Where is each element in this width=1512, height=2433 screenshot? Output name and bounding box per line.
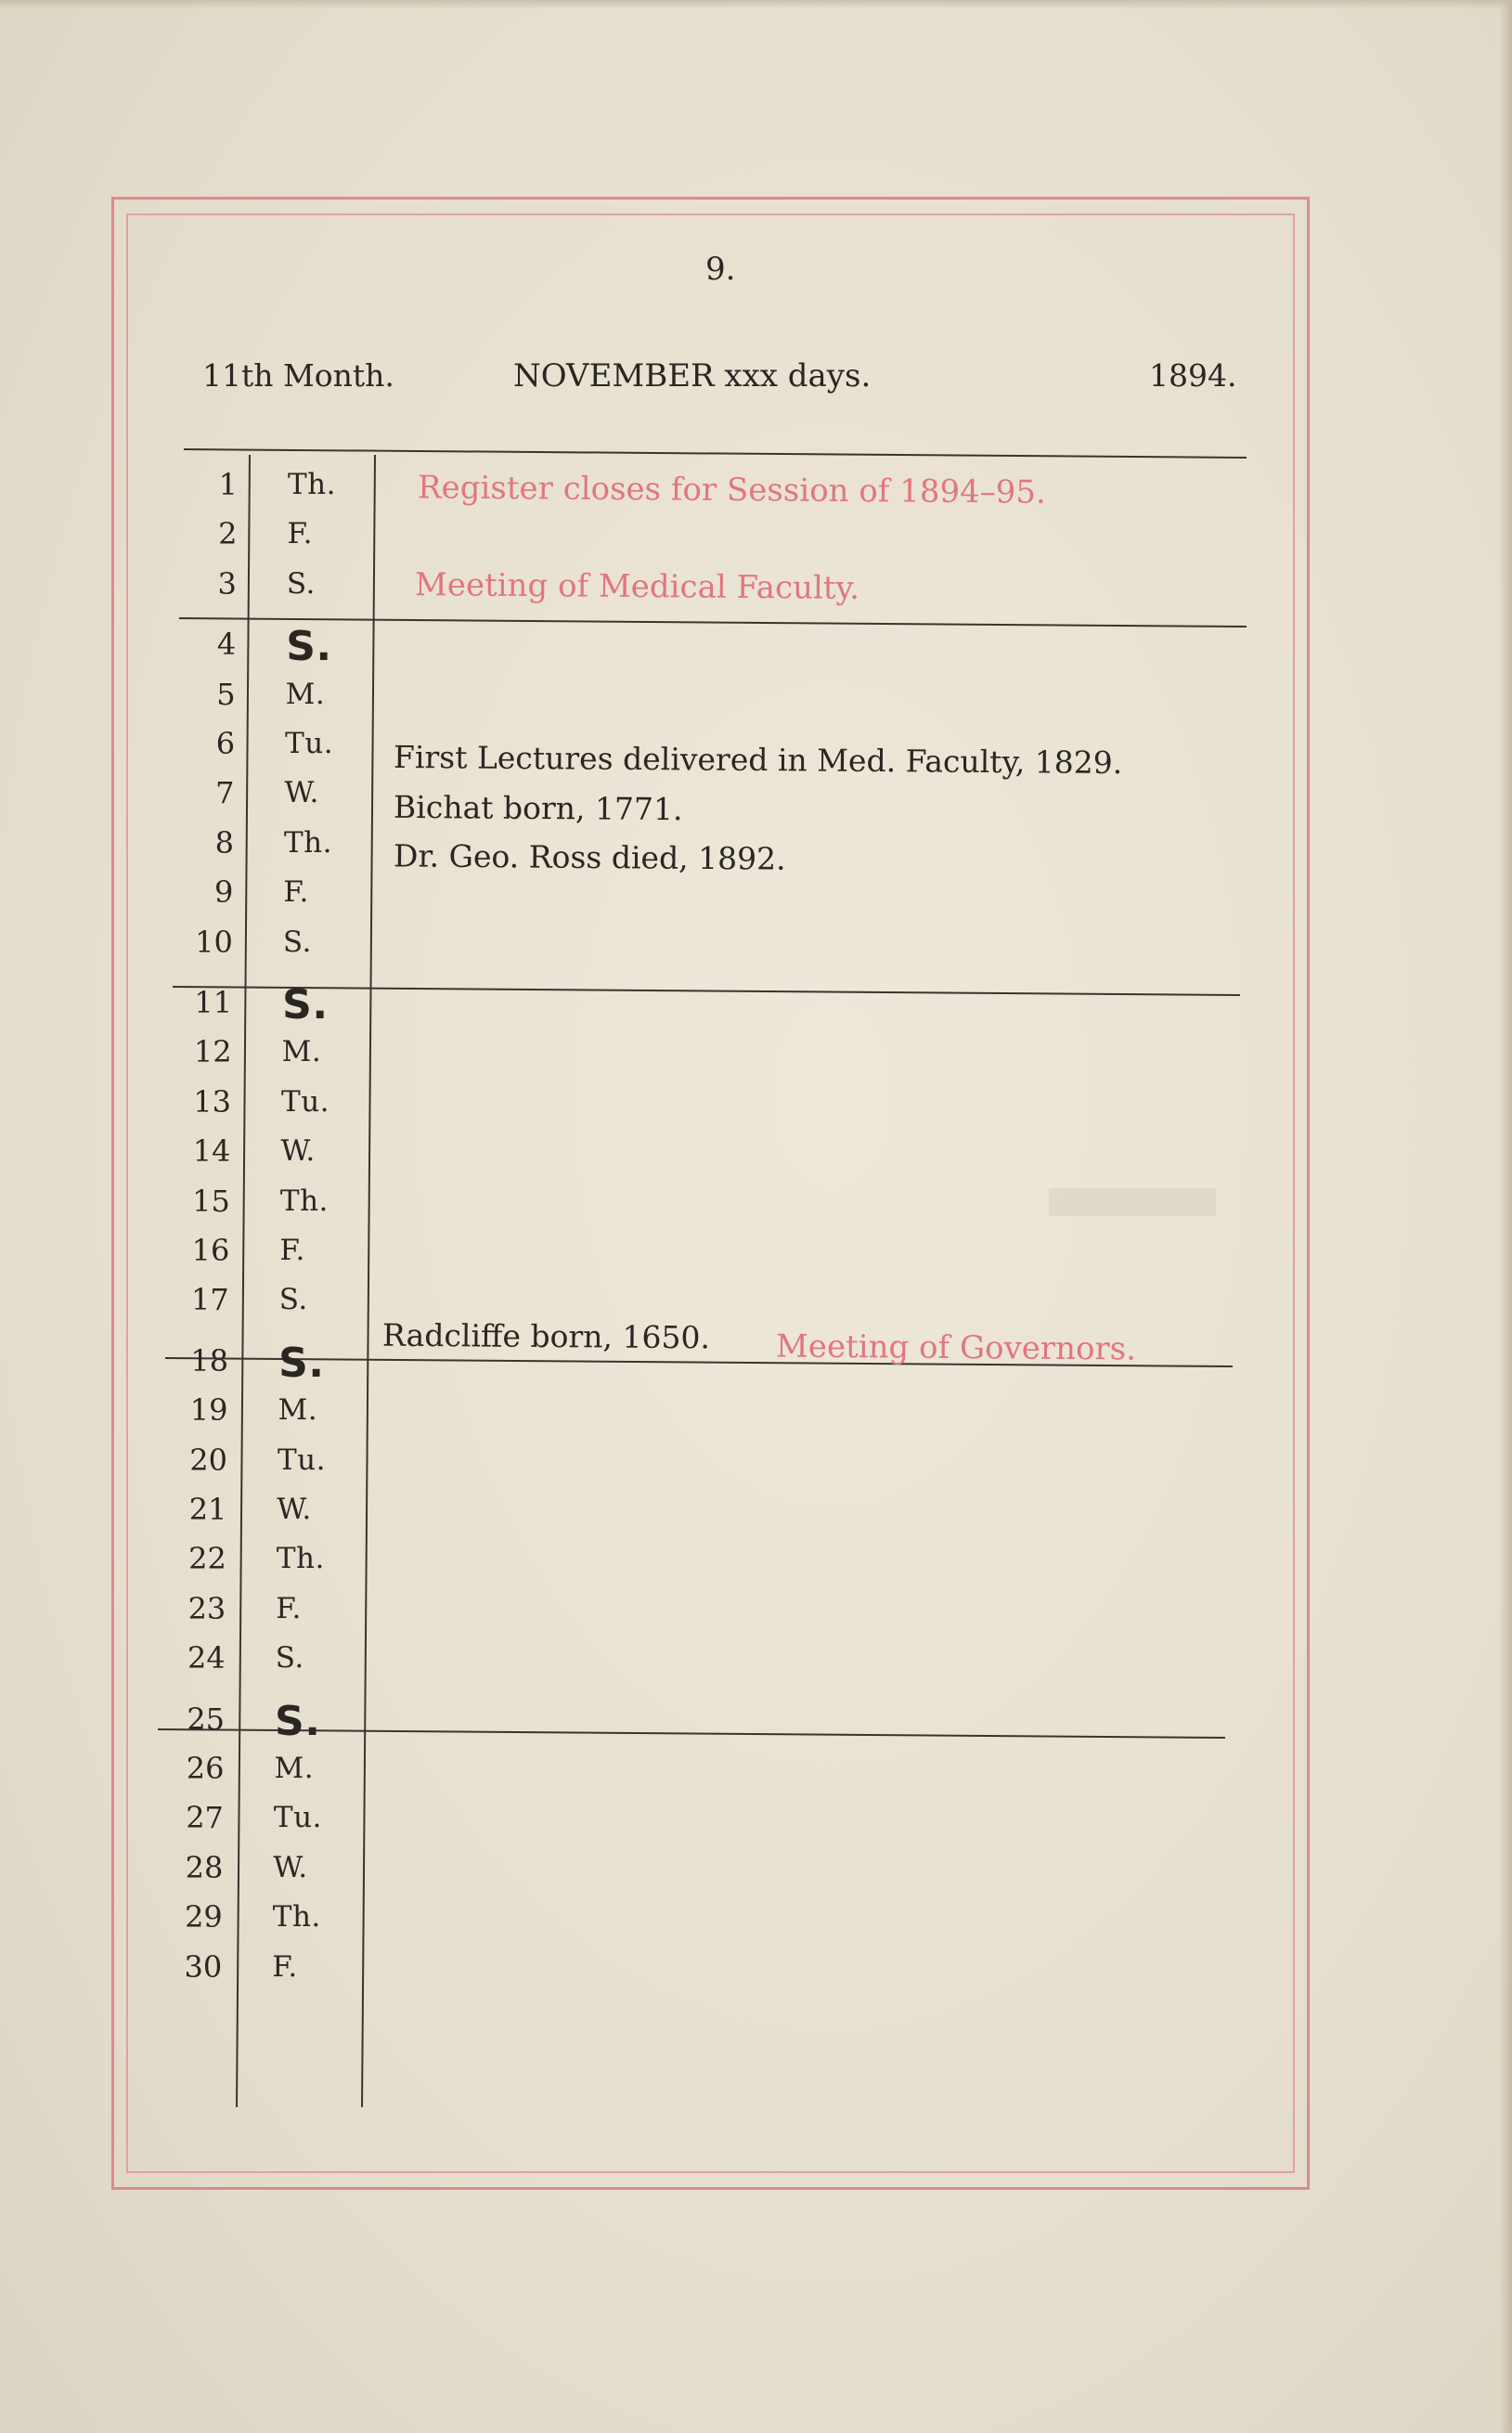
weekday-abbr: F. <box>287 517 313 551</box>
day-number: 8 <box>214 824 234 861</box>
day-number: 10 <box>195 924 233 960</box>
day-number: 7 <box>215 775 235 811</box>
weekday-abbr: Th. <box>279 1184 329 1218</box>
day-number: 9 <box>214 874 234 911</box>
weekday-sunday: S. <box>275 1697 321 1745</box>
event-first-lectures: First Lectures delivered in Med. Faculty, 1829. <box>393 738 1123 782</box>
day-number: 24 <box>187 1640 226 1676</box>
day-number: 18 <box>190 1342 229 1378</box>
weekday-sunday: S. <box>282 981 329 1029</box>
weekday-abbr: Th. <box>288 468 336 501</box>
weekday-abbr: M. <box>285 677 326 711</box>
day-number: 12 <box>193 1034 232 1070</box>
event-governors-meeting: Meeting of Governors. <box>775 1327 1137 1368</box>
weekday-abbr: M. <box>281 1035 322 1069</box>
weekday-abbr: Tu. <box>281 1084 330 1119</box>
day-number: 26 <box>186 1751 225 1786</box>
weekday-abbr: S. <box>275 1641 304 1676</box>
weekday-abbr: Th. <box>272 1900 321 1935</box>
event-medical-faculty-meeting: Meeting of Medical Faculty. <box>414 566 860 607</box>
weekday-abbr: F. <box>283 875 309 910</box>
day-number: 21 <box>188 1492 227 1527</box>
weekday-abbr: S. <box>282 925 312 959</box>
event-radcliffe: Radcliffe born, 1650. <box>381 1316 711 1356</box>
day-number: 20 <box>189 1442 227 1478</box>
weekday-abbr: Tu. <box>277 1443 326 1477</box>
day-number: 28 <box>185 1849 224 1885</box>
day-number: 16 <box>191 1233 230 1268</box>
day-number: 1 <box>218 467 238 502</box>
day-number: 13 <box>193 1083 232 1119</box>
day-number: 17 <box>191 1282 229 1318</box>
weekday-abbr: M. <box>278 1393 318 1428</box>
weekday-abbr: F. <box>272 1949 298 1984</box>
day-number: 22 <box>188 1541 226 1577</box>
month-label: 11th Month. <box>202 357 394 394</box>
month-title: NOVEMBER xxx days. <box>513 357 872 395</box>
weekday-abbr: F. <box>279 1234 305 1267</box>
paper-edge-right <box>1499 0 1512 2433</box>
weekday-abbr: W. <box>273 1850 308 1884</box>
day-number: 30 <box>184 1948 223 1985</box>
day-number: 2 <box>218 516 238 552</box>
weekday-abbr: Tu. <box>285 727 334 760</box>
weekday-abbr: S. <box>286 566 316 601</box>
weekday-abbr: W. <box>284 776 319 810</box>
day-number: 25 <box>187 1701 226 1737</box>
day-number: 27 <box>186 1800 224 1836</box>
weekday-abbr: Th. <box>276 1542 325 1576</box>
paper-edge-top <box>0 0 1512 9</box>
day-number: 5 <box>216 676 236 712</box>
event-bichat: Bichat born, 1771. <box>393 788 683 828</box>
weekday-abbr: Tu. <box>273 1801 322 1835</box>
weekday-abbr: Th. <box>283 825 332 860</box>
weekday-abbr: M. <box>274 1752 315 1785</box>
day-number: 23 <box>187 1590 226 1626</box>
weekday-abbr: F. <box>276 1591 302 1625</box>
weekday-abbr: S. <box>278 1283 308 1317</box>
day-number: 11 <box>194 985 233 1020</box>
day-number: 6 <box>215 726 236 761</box>
weekday-abbr: W. <box>280 1134 316 1169</box>
day-number: 19 <box>189 1392 228 1429</box>
day-number: 15 <box>192 1183 230 1219</box>
page-number: 9. <box>705 251 736 288</box>
event-register-closes: Register closes for Session of 1894–95. <box>417 469 1046 511</box>
event-ross: Dr. Geo. Ross died, 1892. <box>393 837 786 877</box>
day-number: 3 <box>217 565 237 602</box>
weekday-sunday: S. <box>278 1339 325 1387</box>
day-number: 14 <box>192 1133 231 1170</box>
day-number: 4 <box>216 627 237 663</box>
year-label: 1894. <box>1149 357 1237 394</box>
weekday-abbr: W. <box>277 1493 312 1526</box>
day-number: 29 <box>185 1899 223 1935</box>
weekday-sunday: S. <box>286 623 332 671</box>
